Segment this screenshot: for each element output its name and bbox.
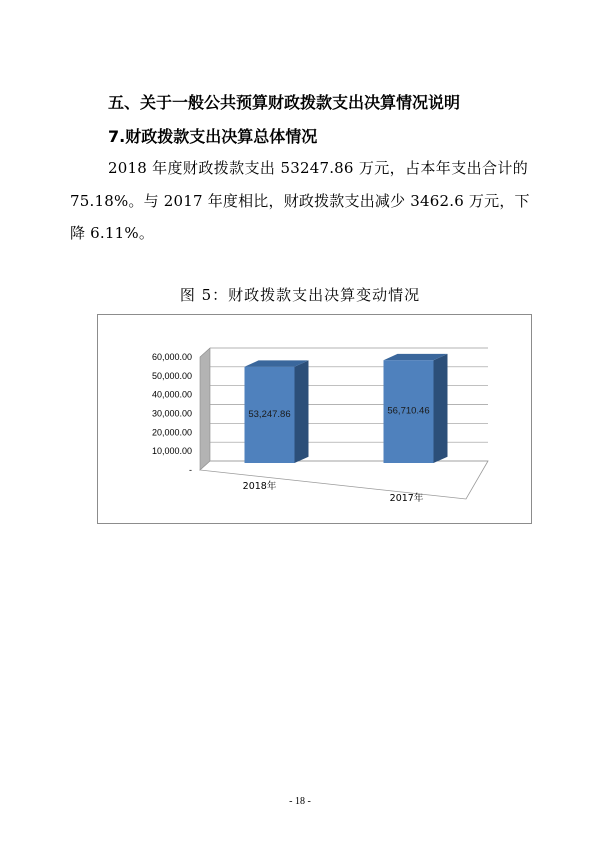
category-label: 2018年 bbox=[242, 481, 277, 492]
paragraph-line-1: 2018 年度财政拨款支出 53247.86 万元，占本年支出合计的 bbox=[108, 159, 528, 177]
data-label: 53,247.86 bbox=[248, 408, 291, 420]
sub-heading: 7.财政拨款支出决算总体情况 bbox=[108, 127, 318, 146]
category-label: 2017年 bbox=[389, 493, 424, 504]
y-tick-label: 40,000.00 bbox=[151, 389, 192, 400]
side-wall bbox=[200, 348, 210, 470]
paragraph-line-3: 降 6.11%。 bbox=[70, 224, 155, 242]
bar-side-face bbox=[434, 354, 448, 463]
y-tick-label: - bbox=[189, 465, 192, 475]
y-tick-label: 50,000.00 bbox=[151, 370, 192, 381]
y-tick-label: 20,000.00 bbox=[151, 427, 192, 438]
paragraph-line-2: 75.18%。与 2017 年度相比，财政拨款支出减少 3462.6 万元，下 bbox=[70, 192, 530, 210]
y-tick-label: 10,000.00 bbox=[151, 446, 192, 457]
page-number: - 18 - bbox=[289, 796, 311, 807]
data-label: 56,710.46 bbox=[387, 405, 430, 417]
figure-caption: 图 5：财政拨款支出决算变动情况 bbox=[179, 286, 421, 304]
bar-side-face bbox=[295, 360, 309, 463]
y-tick-label: 60,000.00 bbox=[151, 352, 192, 362]
bar-chart bbox=[98, 315, 531, 523]
floor bbox=[200, 461, 488, 499]
y-tick-label: 30,000.00 bbox=[151, 408, 192, 419]
section-heading: 五、关于一般公共预算财政拨款支出决算情况说明 bbox=[108, 93, 461, 112]
chart-frame bbox=[97, 314, 532, 524]
